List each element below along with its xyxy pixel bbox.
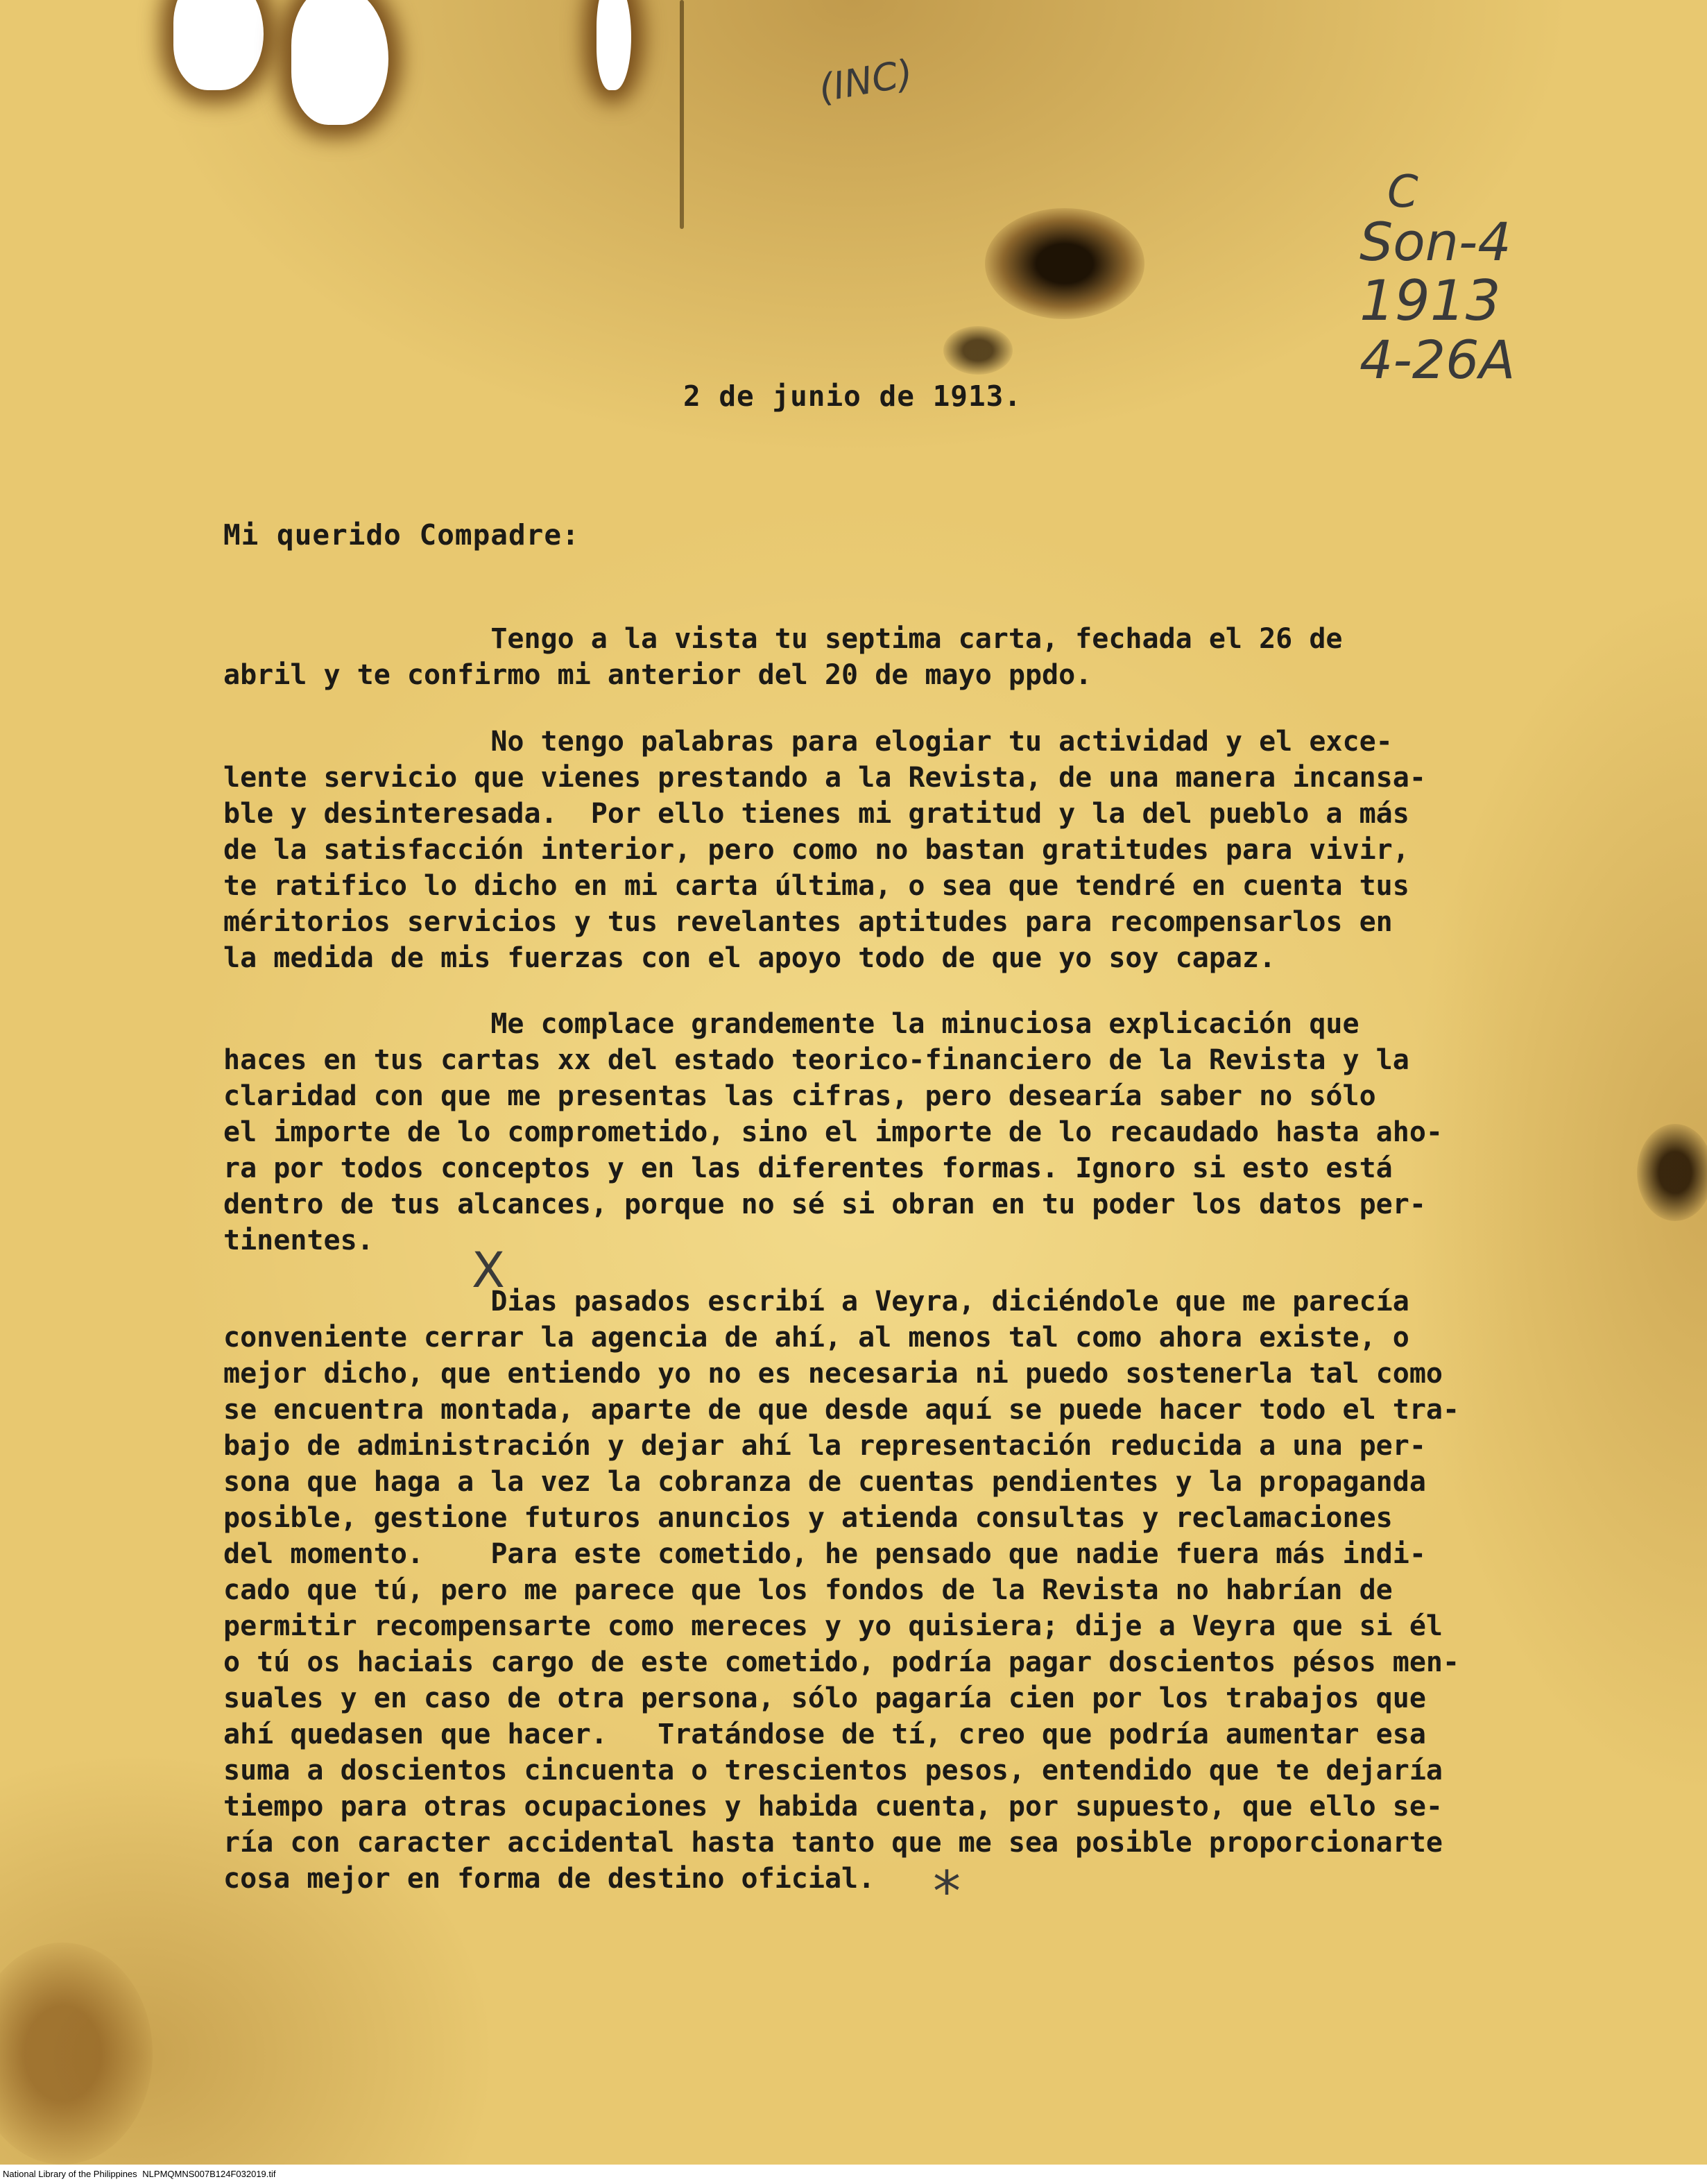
text-line: haces en tus cartas xx del estado teorico-financiero de la Revista y la bbox=[223, 1044, 1409, 1076]
edge-stain-left bbox=[0, 1943, 153, 2165]
text-line: tiempo para otras ocupaciones y habida cuenta, por supuesto, que ello se- bbox=[223, 1791, 1443, 1823]
text-line: la medida de mis fuerzas con el apoyo todo de que yo soy capaz. bbox=[223, 942, 1276, 974]
footer-institution: National Library of the Philippines bbox=[3, 2169, 137, 2179]
text-line: mejor dicho, que entiendo yo no es necesaria ni puedo sostenerla tal como bbox=[223, 1358, 1443, 1390]
text-line: lente servicio que vienes prestando a la Revista, de una manera incansa- bbox=[223, 762, 1426, 794]
text-line: cosa mejor en forma de destino oficial. bbox=[223, 1863, 875, 1895]
burn-hole-center bbox=[291, 0, 388, 125]
circled-annotation: (INC) bbox=[815, 51, 916, 111]
paragraph-1 bbox=[223, 621, 1555, 693]
text-line: posible, gestione futuros anuncios y atienda consultas y reclamaciones bbox=[223, 1502, 1393, 1534]
text-line: Dias pasados escribí a Veyra, diciéndole que me parecía bbox=[223, 1286, 1409, 1317]
bottom-mark: * bbox=[933, 1859, 961, 1924]
paragraph-4 bbox=[223, 1283, 1555, 1897]
burn-hole-left bbox=[173, 0, 264, 90]
text-line: tinentes. bbox=[223, 1225, 374, 1256]
text-line: ahí quedasen que hacer. Tratándose de tí, creo que podría aumentar esa bbox=[223, 1718, 1426, 1750]
text-line: claridad con que me presentas las cifras, pero desearía saber no sólo bbox=[223, 1080, 1376, 1112]
text-line: méritorios servicios y tus revelantes aptitudes para recompensarlos en bbox=[223, 906, 1393, 938]
text-line: te ratifico lo dicho en mi carta última, o sea que tendré en cuenta tus bbox=[223, 870, 1409, 902]
text-line: o tú os haciais cargo de este cometido, podría pagar doscientos pésos men- bbox=[223, 1646, 1460, 1678]
text-line: bajo de administración y dejar ahí la representación reducida a una per- bbox=[223, 1430, 1426, 1462]
paragraph-3 bbox=[223, 1006, 1555, 1259]
text-line: se encuentra montada, aparte de que desde aquí se puede hacer todo el tra- bbox=[223, 1394, 1460, 1426]
text-line: Tengo a la vista tu septima carta, fechada el 26 de bbox=[223, 623, 1343, 655]
archive-code-line: Son-4 bbox=[1359, 211, 1511, 273]
archive-code-line: C bbox=[1387, 167, 1418, 218]
text-line: permitir recompensarte como mereces y yo quisiera; dije a Veyra que si él bbox=[223, 1610, 1443, 1642]
text-line: abril y te confirmo mi anterior del 20 de mayo ppdo. bbox=[223, 659, 1092, 691]
text-line: del momento. Para este cometido, he pensado que nadie fuera más indi- bbox=[223, 1538, 1426, 1570]
ink-stain-large bbox=[985, 208, 1144, 319]
text-line: ble y desinteresada. Por ello tienes mi gratitud y la del pueblo a más bbox=[223, 798, 1409, 830]
text-line: sona que haga a la vez la cobranza de cuentas pendientes y la propaganda bbox=[223, 1466, 1426, 1498]
margin-mark: X bbox=[472, 1242, 505, 1299]
text-line: No tengo palabras para elogiar tu actividad y el exce- bbox=[223, 726, 1393, 758]
text-line: Me complace grandemente la minuciosa explicación que bbox=[223, 1008, 1359, 1040]
archive-code bbox=[1359, 167, 1581, 391]
letter-salutation: Mi querido Compadre: bbox=[223, 518, 580, 552]
text-line: ra por todos conceptos y en las diferentes formas. Ignoro si esto está bbox=[223, 1152, 1393, 1184]
paragraph-2 bbox=[223, 724, 1555, 976]
edge-stain-right bbox=[1637, 1124, 1707, 1221]
archive-code-line: 1913 bbox=[1359, 268, 1501, 333]
text-line: suma a doscientos cincuenta o trescientos pesos, entendido que te dejaría bbox=[223, 1755, 1443, 1786]
text-line: conveniente cerrar la agencia de ahí, al menos tal como ahora existe, o bbox=[223, 1322, 1409, 1354]
text-line: el importe de lo comprometido, sino el importe de lo recaudado hasta aho- bbox=[223, 1116, 1443, 1148]
text-line: de la satisfacción interior, pero como no bastan gratitudes para vivir, bbox=[223, 834, 1409, 866]
text-line: cado que tú, pero me parece que los fondos de la Revista no habrían de bbox=[223, 1574, 1393, 1606]
fold-line bbox=[680, 0, 684, 229]
letter-date: 2 de junio de 1913. bbox=[683, 379, 1022, 413]
text-line: suales y en caso de otra persona, sólo pagaría cien por los trabajos que bbox=[223, 1682, 1426, 1714]
archive-code-line: 4-26A bbox=[1359, 329, 1516, 391]
footer-file-id: NLPMQMNS007B124F032019.tif bbox=[142, 2169, 276, 2179]
ink-stain-small bbox=[943, 326, 1013, 375]
text-line: dentro de tus alcances, porque no sé si obran en tu poder los datos per- bbox=[223, 1188, 1426, 1220]
burn-hole-top bbox=[597, 0, 631, 90]
scan-footer bbox=[0, 2165, 1707, 2184]
text-line: ría con caracter accidental hasta tanto que me sea posible proporcionarte bbox=[223, 1827, 1443, 1859]
